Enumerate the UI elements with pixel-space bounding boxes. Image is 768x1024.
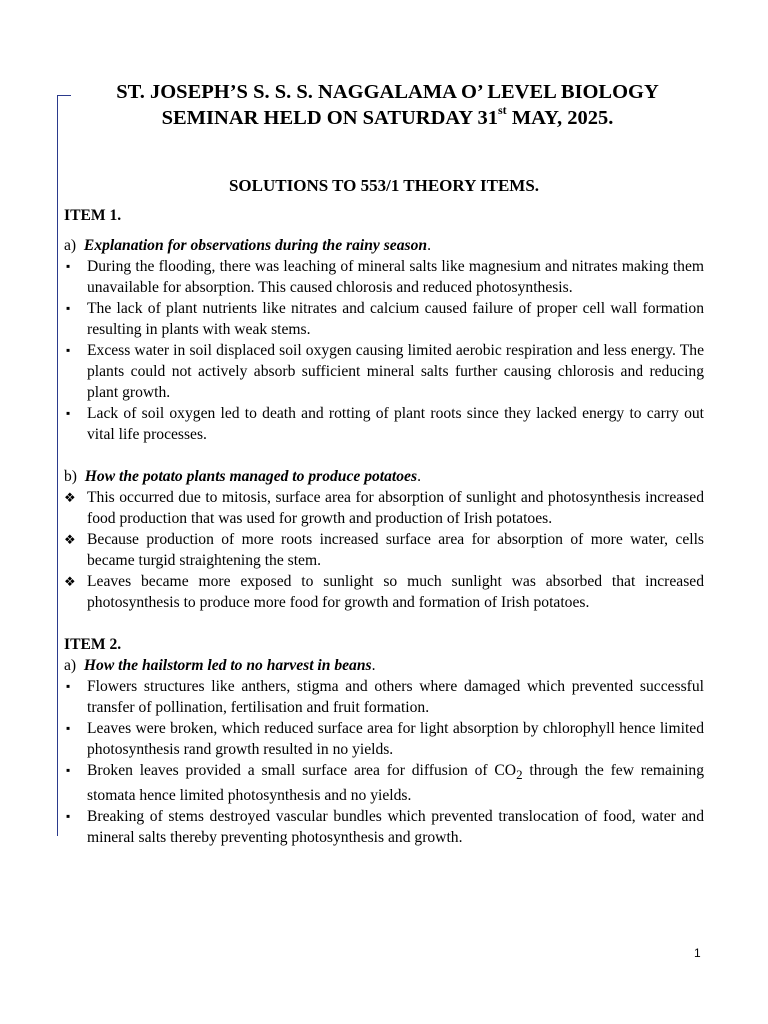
item-1b-title: How the potato plants managed to produce potatoes [84,468,418,485]
item-2a-marker: a) [64,657,77,674]
co2-text: Broken leaves provided a small surface area for diffusion of CO [87,762,517,779]
list-item: ▪ Flowers structures like anthers, stigma and others where damaged which prevented successful transfer of pollination, fertilisation and fruit formation. [64,676,704,718]
list-item: ❖ Leaves became more exposed to sunlight so much sunlight was absorbed that increased photosynthesis to produce more food for growth and formation of Irish potatoes. [64,571,704,613]
item-1a-marker: a) [64,237,77,254]
co2-text-tail: through the few remaining stomata hence limited photosynthesis and no yields. [87,762,705,805]
page-title [60,79,715,131]
list-item: ▪ Leaves were broken, which reduced surface area for light absorption by chlorophyll hence limited photosynthesis rand growth resulted in no yields. [64,718,704,760]
item-1b-marker: b) [64,468,77,485]
section-subtitle: SOLUTIONS TO 553/1 THEORY ITEMS. [228,176,540,195]
item-2-heading: ITEM 2. [64,636,122,653]
list-item: ▪ The lack of plant nutrients like nitrates and calcium caused failure of proper cell wall formation resulting in plants with weak stems. [64,298,704,340]
item-2a-list [64,676,704,848]
page-number: 1 [694,946,701,960]
list-item: ▪ Breaking of stems destroyed vascular bundles which prevented translocation of food, water and mineral salts thereby preventing photosynthesis and growth. [64,806,704,848]
title-line-2-text: SEMINAR HELD ON SATURDAY 31 [161,107,499,129]
item-1b-list [64,487,704,613]
title-line-1: ST. JOSEPH’S S. S. S. NAGGALAMA O’ LEVEL BIOLOGY [116,81,659,103]
co2-subscript: 2 [516,767,523,783]
item-1a-title: Explanation for observations during the rainy season [83,237,428,254]
list-item: ❖ Because production of more roots increased surface area for absorption of more water, cells became turgid straightening the stem. [64,529,704,571]
document-body [64,175,704,848]
list-item: ▪ During the flooding, there was leaching of mineral salts like magnesium and nitrates making them unavailable for absorption. This caused chlorosis and reduced photosynthesis. [64,256,704,298]
title-superscript: st [498,103,507,118]
list-item [64,760,704,806]
margin-rule [57,96,58,836]
item-1-heading: ITEM 1. [64,207,122,224]
list-item: ▪ Excess water in soil displaced soil oxygen causing limited aerobic respiration and less energy. The plants could not actively absorb sufficient mineral salts further causing chlorosis and reducing plant growth. [64,340,704,403]
title-line-2 [60,105,715,131]
item-1a-heading: a) Explanation for observations during the rainy season. [64,237,431,254]
list-item: ▪ Lack of soil oxygen led to death and rotting of plant roots since they lacked energy to carry out vital life processes. [64,403,704,445]
item-1b-heading: b) How the potato plants managed to produce potatoes. [64,468,421,485]
item-2a-heading: a) How the hailstorm led to no harvest in beans. [64,657,376,674]
item-2a-title: How the hailstorm led to no harvest in beans [83,657,372,674]
title-line-2-tail: MAY, 2025. [506,107,614,129]
item-1a-list [64,256,704,445]
list-item: ❖ This occurred due to mitosis, surface area for absorption of sunlight and photosynthesis increased food production that was used for growth and production of Irish potatoes. [64,487,704,529]
